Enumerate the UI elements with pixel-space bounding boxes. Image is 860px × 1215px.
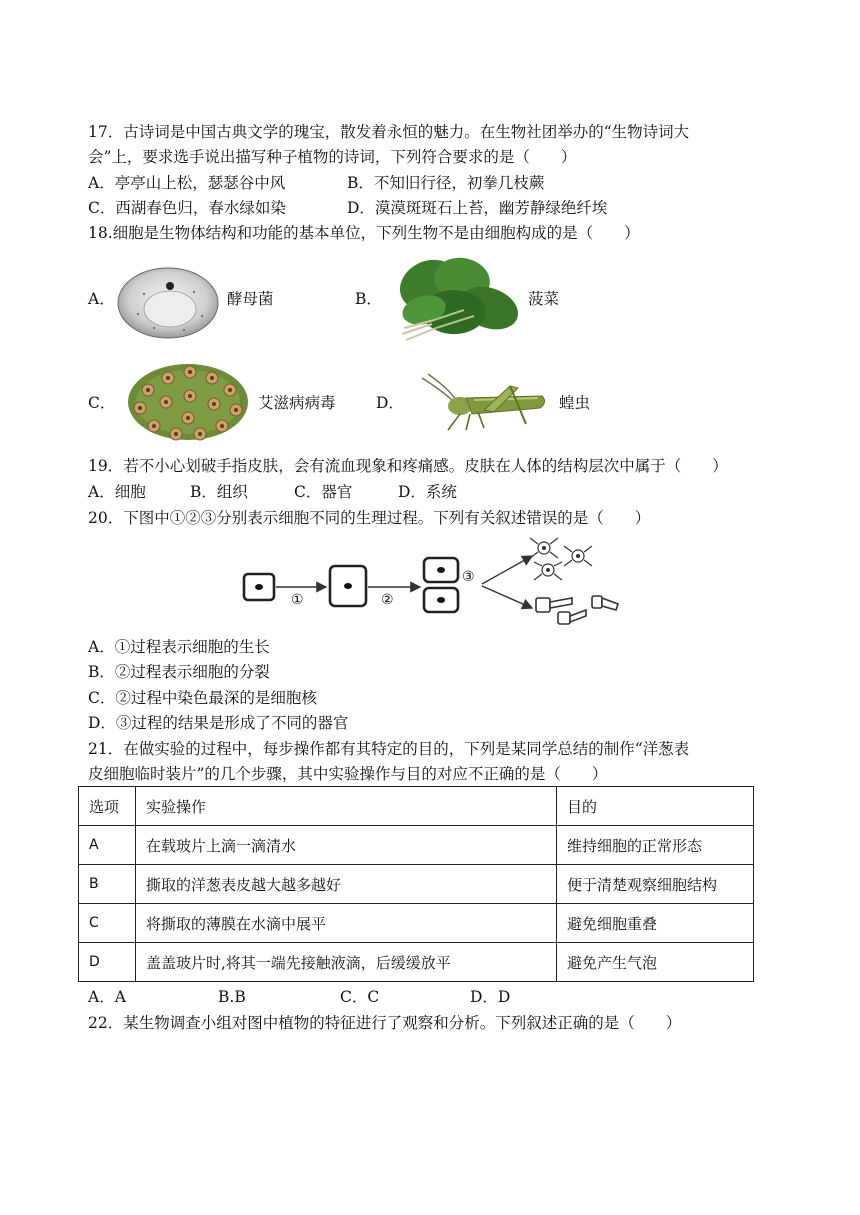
q21-stem-line1: 21．在做实验的过程中，每步操作都有其特定的目的，下列是某同学总结的制作“洋葱表 (88, 740, 690, 758)
table-header: 目的 (557, 787, 754, 826)
diagram-label-3: ③ (462, 569, 475, 585)
q21-option-b: B.B (218, 988, 246, 1006)
table-cell: A (79, 826, 136, 865)
table-cell: 避免产生气泡 (557, 943, 754, 982)
table-cell: D (79, 943, 136, 982)
q17-option-d: D．漠漠斑斑石上苔，幽芳静绿绝纤埃 (347, 199, 608, 217)
q21-stem-line2: 皮细胞临时装片”的几个步骤，其中实验操作与目的对应不正确的是（ ） (88, 765, 608, 783)
q19-stem: 19．若不小心划破手指皮肤，会有流血现象和疼痛感。皮肤在人体的结构层次中属于（ ） (88, 457, 728, 475)
q18-option-b-name: 菠菜 (528, 290, 560, 308)
q17-option-a: A．亭亭山上松，瑟瑟谷中风 (88, 174, 286, 192)
table-cell: 撕取的洋葱表皮越大越多越好 (136, 865, 557, 904)
q18-option-d-letter: D． (376, 394, 404, 412)
table-header-row (79, 787, 754, 826)
q21-option-c: C．C (340, 988, 380, 1006)
spinach-image (384, 250, 524, 346)
table-header: 实验操作 (136, 787, 557, 826)
q20-option-a: A．①过程表示细胞的生长 (88, 638, 270, 656)
table-row (79, 943, 754, 982)
q17-stem-line1: 17．古诗词是中国古典文学的瑰宝，散发着永恒的魅力。在生物社团举办的“生物诗词大 (88, 123, 690, 141)
table-cell: 避免细胞重叠 (557, 904, 754, 943)
hiv-virus-image (118, 360, 258, 444)
diagram-label-2: ② (381, 592, 394, 608)
table-cell: 盖盖玻片时,将其一端先接触液滴，后缓缓放平 (136, 943, 557, 982)
q18-option-d-name: 蝗虫 (559, 394, 591, 412)
q18-option-a-letter: A． (88, 290, 115, 308)
q20-option-b: B．②过程表示细胞的分裂 (88, 663, 270, 681)
q17-option-c: C．西湖春色归，春水绿如染 (88, 199, 286, 217)
table-row (79, 826, 754, 865)
table-row (79, 904, 754, 943)
q19-option-a: A．细胞 (88, 483, 146, 501)
experiment-table (78, 786, 754, 982)
q19-option-b: B．组织 (190, 483, 248, 501)
q19-option-c: C．器官 (294, 483, 353, 501)
table-cell: 维持细胞的正常形态 (557, 826, 754, 865)
diagram-label-1: ① (291, 592, 304, 608)
q21-option-d: D．D (470, 988, 511, 1006)
q17-stem-line2: 会”上，要求选手说出描写种子植物的诗词，下列符合要求的是（ ） (88, 148, 577, 166)
q20-option-c: C．②过程中染色最深的是细胞核 (88, 689, 317, 707)
q21-option-a: A．A (88, 988, 126, 1006)
table-cell: B (79, 865, 136, 904)
q17-option-b: B．不知旧行径，初拳几枝蕨 (347, 174, 545, 192)
table-row (79, 865, 754, 904)
q18-stem: 18.细胞是生物体结构和功能的基本单位，下列生物不是由细胞构成的是（ ） (88, 224, 640, 242)
table-header: 选项 (79, 787, 136, 826)
table-cell: 便于清楚观察细胞结构 (557, 865, 754, 904)
q20-option-d: D．③过程的结果是形成了不同的器官 (88, 714, 349, 732)
q18-option-a-name: 酵母菌 (227, 290, 274, 308)
grasshopper-image (414, 372, 550, 434)
q20-stem: 20．下图中①②③分别表示细胞不同的生理过程。下列有关叙述错误的是（ ） (88, 509, 651, 527)
table-cell: 在载玻片上滴一滴清水 (136, 826, 557, 865)
q18-option-b-letter: B． (355, 290, 382, 308)
q19-option-d: D．系统 (398, 483, 457, 501)
yeast-cell-image (114, 264, 222, 342)
q22-stem: 22．某生物调查小组对图中植物的特征进行了观察和分析。下列叙述正确的是（ ） (88, 1014, 682, 1032)
table-cell: C (79, 904, 136, 943)
cell-process-diagram (236, 534, 626, 634)
q18-option-c-name: 艾滋病病毒 (258, 394, 336, 412)
q18-option-c-letter: C． (88, 394, 116, 412)
table-cell: 将撕取的薄膜在水滴中展平 (136, 904, 557, 943)
